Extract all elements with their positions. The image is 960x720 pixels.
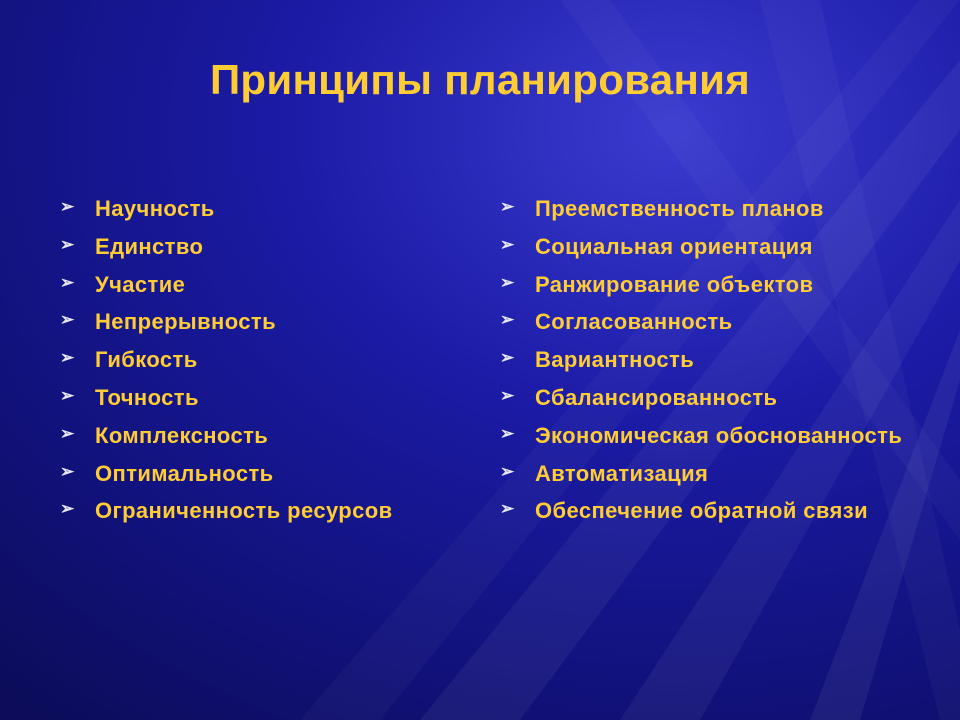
list-item — [500, 382, 920, 413]
arrow-right-icon: ➢ — [60, 385, 75, 405]
list-item-label: Комплексность — [95, 422, 269, 448]
arrow-right-icon: ➢ — [60, 234, 75, 254]
list-item-label: Согласованность — [535, 309, 733, 335]
list-item — [60, 269, 490, 300]
list-item — [500, 231, 920, 262]
list-item-label: Социальная ориентация — [535, 233, 813, 259]
list-item-label: Непрерывность — [95, 309, 277, 335]
arrow-right-icon: ➢ — [60, 348, 75, 368]
list-item — [60, 382, 490, 413]
list-item — [60, 306, 490, 337]
list-item-label: Участие — [95, 271, 186, 297]
arrow-right-icon: ➢ — [500, 197, 515, 216]
list-item-label: Ограниченность ресурсов — [95, 498, 393, 524]
list-item-label: Вариантность — [535, 347, 695, 373]
right-principles-list — [500, 193, 920, 533]
arrow-right-icon: ➢ — [60, 423, 75, 443]
list-item-label: Научность — [95, 196, 215, 221]
list-item-label: Обеспечение обратной связи — [535, 498, 869, 524]
arrow-right-icon: ➢ — [500, 423, 515, 443]
arrow-right-icon: ➢ — [60, 310, 75, 330]
list-item — [500, 306, 920, 337]
list-item — [500, 193, 920, 224]
list-item — [60, 458, 490, 489]
left-principles-list — [60, 193, 490, 533]
list-item-label: Ранжирование объектов — [535, 271, 814, 297]
slide-title: Принципы планирования — [209, 56, 751, 103]
arrow-right-icon: ➢ — [500, 310, 515, 330]
arrow-right-icon: ➢ — [500, 272, 515, 292]
list-item — [60, 344, 490, 375]
list-item — [500, 344, 920, 375]
arrow-right-icon: ➢ — [60, 272, 75, 292]
list-item — [500, 495, 920, 526]
list-item-label: Гибкость — [95, 347, 198, 373]
arrow-right-icon: ➢ — [60, 197, 75, 216]
arrow-right-icon: ➢ — [60, 461, 75, 481]
list-item-label: Экономическая обоснованность — [535, 422, 903, 448]
list-item — [60, 495, 490, 526]
list-item — [500, 458, 920, 489]
list-item — [60, 420, 490, 451]
arrow-right-icon: ➢ — [500, 499, 515, 519]
list-item-label: Оптимальность — [95, 460, 274, 486]
list-item — [500, 269, 920, 300]
list-item-label: Преемственность планов — [535, 196, 824, 221]
list-item-label: Сбалансированность — [535, 384, 778, 410]
list-item — [500, 420, 920, 451]
arrow-right-icon: ➢ — [500, 348, 515, 368]
list-item — [60, 231, 490, 262]
arrow-right-icon: ➢ — [500, 461, 515, 481]
arrow-right-icon: ➢ — [60, 499, 75, 519]
list-item — [60, 193, 490, 224]
list-item-label: Точность — [95, 384, 199, 410]
arrow-right-icon: ➢ — [500, 234, 515, 254]
list-item-label: Автоматизация — [535, 460, 709, 486]
arrow-right-icon: ➢ — [500, 385, 515, 405]
list-item-label: Единство — [95, 233, 204, 259]
